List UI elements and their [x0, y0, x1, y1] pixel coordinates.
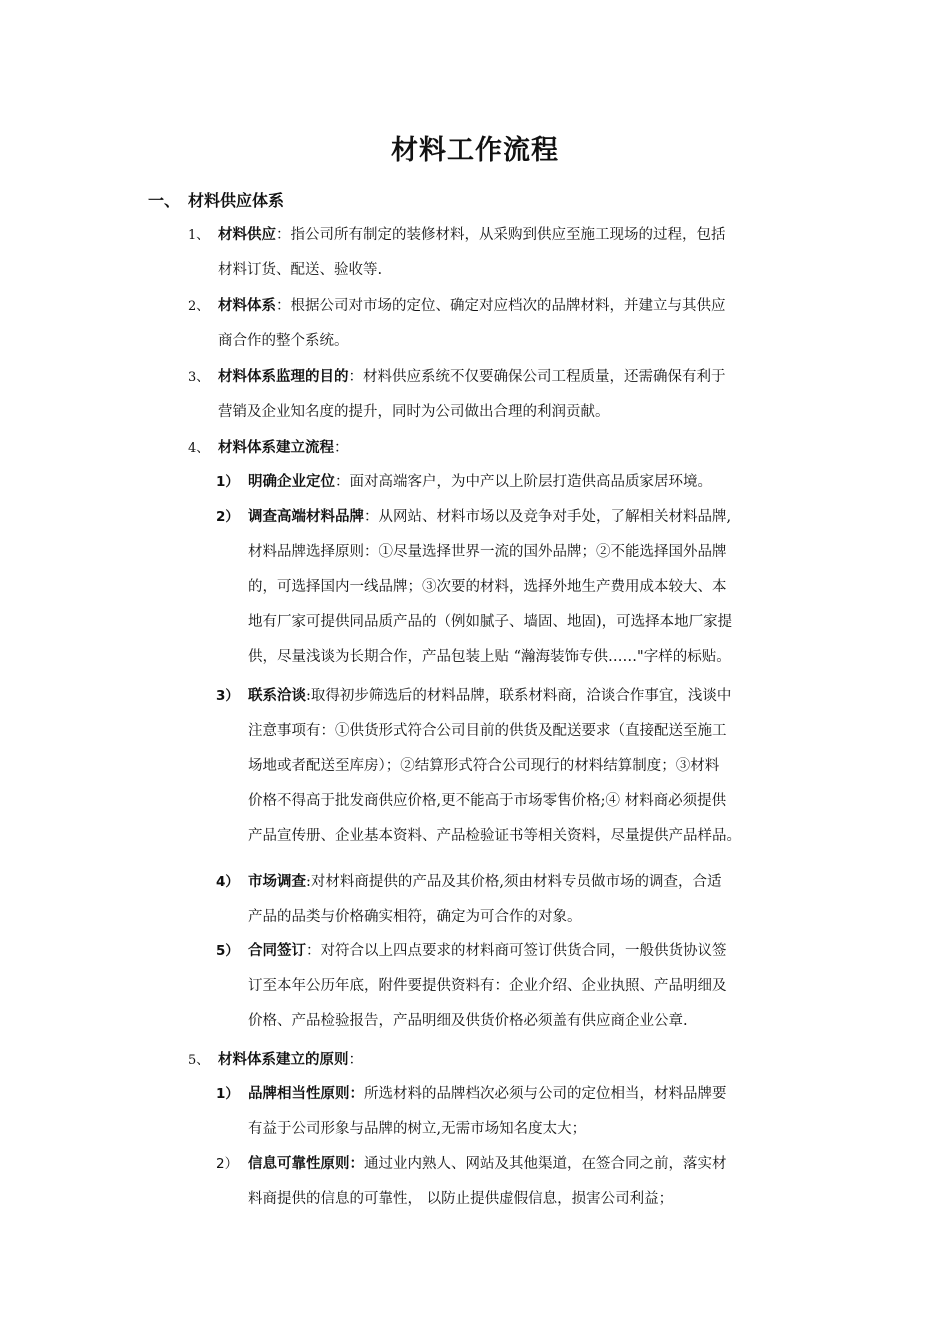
sub-marker: 2） — [216, 1156, 239, 1172]
sub-text: 的，可选择国内一线品牌；③次要的材料，选择外地生产费用成本较大、本 — [248, 579, 727, 595]
item-marker: 5、 — [188, 1053, 210, 1068]
sub-text: :取得初步筛选后的材料品牌，联系材料商，洽谈合作事宜，浅谈中 — [306, 688, 732, 704]
item-marker: 4、 — [188, 441, 210, 456]
sub-marker: 3） — [216, 688, 239, 704]
item-text: ： — [334, 440, 349, 456]
sub-heading: 合同签订 — [248, 943, 306, 959]
sub-text: 材料品牌选择原则：①尽量选择世界一流的国外品牌；②不能选择国外品牌 — [248, 544, 727, 560]
sub-text: 通过业内熟人、网站及其他渠道，在签合同之前，落实材 — [364, 1156, 727, 1172]
sub-marker: 1） — [216, 1086, 239, 1102]
item-marker: 1、 — [188, 228, 210, 243]
sub-item — [216, 1147, 808, 1217]
sub-item — [216, 865, 808, 935]
section-title: 材料供应体系 — [188, 191, 285, 210]
sub-marker: 2） — [216, 509, 239, 525]
sub-item — [216, 934, 808, 1039]
page-title: 材料工作流程 — [391, 135, 559, 166]
item-heading: 材料体系监理的目的 — [218, 369, 349, 385]
sub-text: ：从网站、材料市场以及竞争对手处，了解相关材料品牌, — [364, 509, 732, 525]
sub-text: ：面对高端客户，为中产以上阶层打造供高品质家居环境。 — [335, 474, 712, 490]
item-text: 营销及企业知名度的提升，同时为公司做出合理的利润贡献。 — [218, 404, 610, 420]
sub-text: 地有厂家可提供同品质产品的（例如腻子、墙固、地固)，可选择本地厂家提 — [248, 614, 733, 630]
sub-text: ：对符合以上四点要求的材料商可签订供货合同，一般供货协议签 — [306, 943, 727, 959]
sub-text: 场地或者配送至库房）；②结算形式符合公司现行的材料结算制度；③材料 — [248, 758, 720, 774]
sub-text: 料商提供的信息的可靠性， 以防止提供虚假信息，损害公司利益； — [248, 1191, 674, 1207]
sub-text: 价格、产品检验报告，产品明细及供货价格必须盖有供应商企业公章. — [248, 1013, 688, 1029]
sub-text: 供，尽量浅谈为长期合作，产品包装上贴 “瀚海装饰专供……"字样的标贴。 — [248, 649, 731, 665]
item-text: 商合作的整个系统。 — [218, 333, 349, 349]
sub-item — [216, 465, 808, 500]
list-item — [188, 431, 808, 466]
sub-marker: 4） — [216, 874, 239, 890]
item-heading: 材料体系建立的原则 — [218, 1052, 349, 1068]
sub-heading: 调查高端材料品牌 — [248, 509, 364, 525]
sub-marker: 5） — [216, 943, 239, 959]
sub-text: 产品宣传册、企业基本资料、产品检验证书等相关资料，尽量提供产品样品。 — [248, 828, 741, 844]
item-text: ：材料供应系统不仅要确保公司工程质量，还需确保有利于 — [348, 369, 726, 385]
list-item — [188, 218, 808, 288]
section-heading — [148, 188, 284, 211]
list-item — [188, 289, 808, 359]
sub-text: 订至本年公历年底，附件要提供资料有：企业介绍、企业执照、产品明细及 — [248, 978, 727, 994]
item-text: ：指公司所有制定的装修材料，从采购到供应至施工现场的过程，包括 — [276, 227, 726, 243]
list-item — [188, 360, 808, 430]
sub-text: 所选材料的品牌档次必须与公司的定位相当，材料品牌要 — [364, 1086, 727, 1102]
list-item — [188, 1043, 808, 1078]
section-number: 一、 — [148, 191, 181, 210]
sub-item — [216, 500, 808, 675]
item-heading: 材料供应 — [218, 227, 276, 243]
sub-text: 产品的品类与价格确实相符，确定为可合作的对象。 — [248, 909, 582, 925]
item-marker: 3、 — [188, 370, 210, 385]
sub-text: 注意事项有：①供货形式符合公司目前的供货及配送要求（直接配送至施工 — [248, 723, 727, 739]
item-heading: 材料体系建立流程 — [218, 440, 334, 456]
sub-heading: 信息可靠性原则： — [248, 1156, 364, 1172]
sub-heading: 市场调查 — [248, 874, 306, 890]
sub-heading: 品牌相当性原则： — [248, 1086, 364, 1102]
sub-marker: 1） — [216, 474, 239, 490]
item-text: ：根据公司对市场的定位、确定对应档次的品牌材料，并建立与其供应 — [276, 298, 726, 314]
item-heading: 材料体系 — [218, 298, 276, 314]
sub-text: :对材料商提供的产品及其价格,须由材料专员做市场的调查，合适 — [306, 874, 722, 890]
sub-heading: 明确企业定位 — [248, 474, 335, 490]
item-text: ： — [348, 1052, 363, 1068]
sub-item — [216, 679, 808, 854]
sub-item — [216, 1077, 808, 1147]
item-text: 材料订货、配送、验收等. — [218, 262, 383, 278]
sub-text: 有益于公司形象与品牌的树立,无需市场知名度太大； — [248, 1121, 587, 1137]
item-marker: 2、 — [188, 299, 210, 314]
sub-text: 价格不得高于批发商供应价格,更不能高于市场零售价格;④ 材料商必须提供 — [248, 793, 727, 809]
sub-heading: 联系洽谈 — [248, 688, 306, 704]
